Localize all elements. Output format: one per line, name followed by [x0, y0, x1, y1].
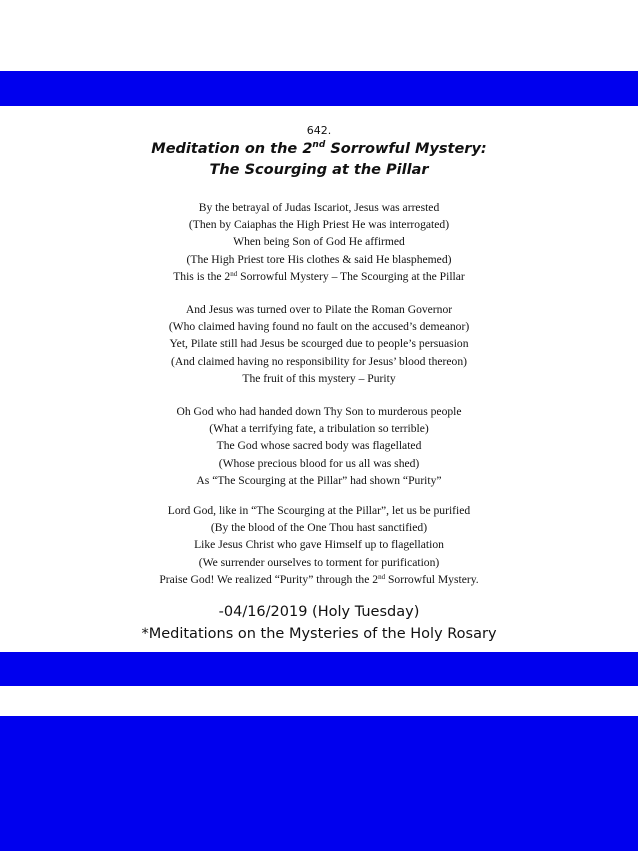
stanza-2 [0, 301, 638, 387]
poem-line: The God whose sacred body was flagellated [216, 439, 422, 453]
poem-superscript: nd [378, 572, 386, 581]
footer-note: *Meditations on the Mysteries of the Holy Rosary [141, 626, 497, 642]
poem-line [0, 571, 638, 588]
poem-line: And Jesus was turned over to Pilate the Roman Governor [185, 303, 453, 316]
top-blue-band [0, 71, 638, 106]
poem-line: (And claimed having no responsibility for Jesus’ blood thereon) [170, 354, 467, 368]
poem-line: As “The Scourging at the Pillar” had shown “Purity” [196, 473, 442, 487]
poem-superscript: nd [230, 269, 238, 278]
poem-line: (The High Priest tore His clothes & said He blasphemed) [186, 252, 452, 266]
title-line-1 [0, 141, 638, 157]
footer-date: -04/16/2019 (Holy Tuesday) [218, 604, 420, 620]
poem-line-text: This is the 2 [173, 269, 231, 283]
stanza-1 [0, 199, 638, 285]
poem-line-text: Praise God! We realized “Purity” through the 2 [159, 572, 379, 586]
poem-line: (What a terrifying fate, a tribulation so terrible) [209, 422, 429, 436]
title-line-1-rest: Sorrowful Mystery: [325, 141, 487, 157]
page-number: 642. [306, 124, 332, 137]
title-superscript: nd [312, 140, 326, 150]
poem-line: (Whose precious blood for us all was shed) [218, 456, 420, 470]
poem-line: (By the blood of the One Thou hast sanctified) [210, 521, 428, 535]
poem-line: (Who claimed having found no fault on the accused’s demeanor) [168, 320, 470, 334]
poem-line [0, 268, 638, 285]
stanza-4 [0, 502, 638, 588]
stanza-3 [0, 403, 638, 489]
poem-line: Yet, Pilate still had Jesus be scourged due to people’s persuasion [169, 337, 469, 351]
poem-line-rest: Sorrowful Mystery – The Scourging at the Pillar [237, 269, 465, 283]
poem-line: By the betrayal of Judas Iscariot, Jesus was arrested [198, 201, 440, 214]
poem-line: (We surrender ourselves to torment for purification) [198, 555, 440, 569]
poem-line: When being Son of God He affirmed [233, 235, 405, 249]
middle-blue-band [0, 652, 638, 686]
title-line-2: The Scourging at the Pillar [209, 162, 429, 178]
title-line-1-text: Meditation on the 2 [151, 141, 313, 157]
poem-line: (Then by Caiaphas the High Priest He was interrogated) [188, 218, 450, 232]
poem-line: Oh God who had handed down Thy Son to murderous people [176, 405, 462, 418]
poem-line-rest: Sorrowful Mystery. [385, 572, 479, 586]
poem-line: Like Jesus Christ who gave Himself up to flagellation [194, 538, 444, 552]
poem-line: The fruit of this mystery – Purity [242, 371, 396, 385]
bottom-blue-band [0, 716, 638, 851]
poem-line: Lord God, like in “The Scourging at the Pillar”, let us be purified [167, 504, 471, 517]
